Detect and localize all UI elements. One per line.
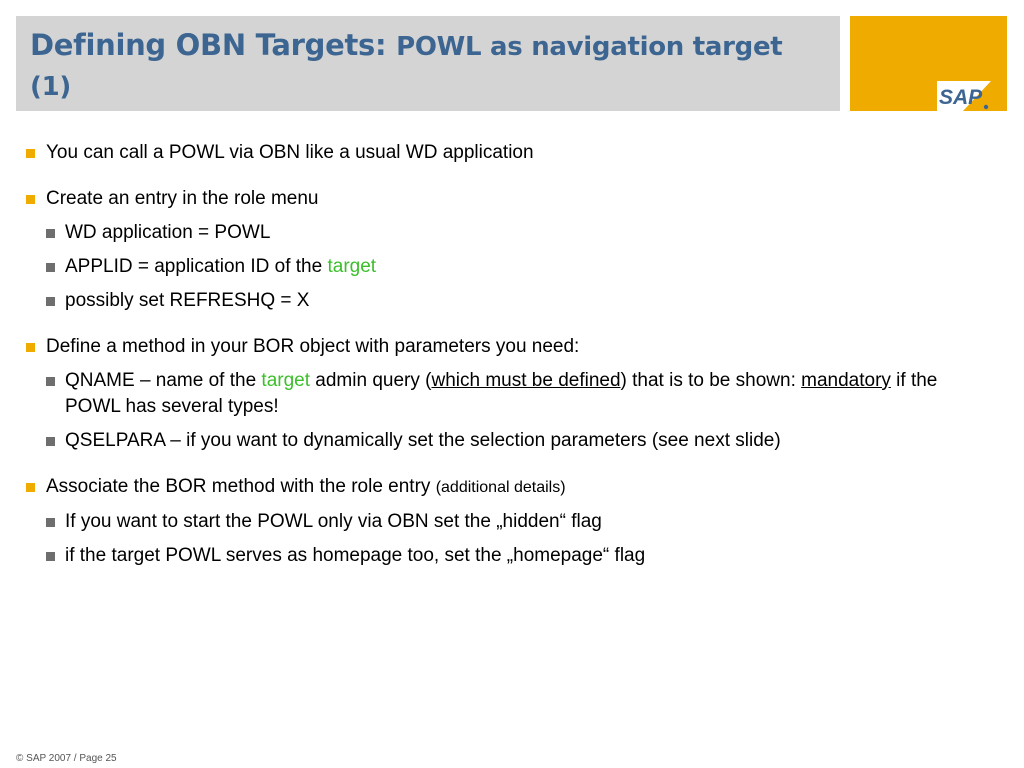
- square-bullet-icon: [46, 263, 55, 272]
- sub-bullet-item: [26, 368, 996, 420]
- sub-bullet-text: If you want to start the POWL only via OBN set the „hidden“ flag: [65, 511, 602, 532]
- sap-logo-box: [850, 16, 1007, 111]
- square-bullet-icon: [46, 518, 55, 527]
- bullet-text: Create an entry in the role menu: [46, 188, 319, 209]
- bullet-item: [26, 334, 996, 454]
- square-bullet-icon: [46, 437, 55, 446]
- sub-bullet-text: QSELPARA – if you want to dynamically set the selection parameters (see next slide): [65, 430, 781, 451]
- square-bullet-icon: [26, 343, 35, 352]
- sap-logo: [937, 81, 991, 111]
- sub-bullet-text: if the POWL has several types!: [65, 370, 938, 417]
- sub-bullet-list: [46, 509, 996, 569]
- sub-bullet-item: [26, 288, 996, 314]
- sub-bullet-text: WD application = POWL: [65, 222, 271, 243]
- square-bullet-icon: [26, 195, 35, 204]
- square-bullet-icon: [46, 377, 55, 386]
- bullet-text: [46, 474, 996, 501]
- slide-title: [30, 26, 828, 106]
- bullet-text-main: Associate the BOR method with the role entry: [46, 476, 436, 497]
- highlight-target: target: [327, 256, 377, 277]
- sub-bullet-text: ) that is to be shown:: [620, 370, 802, 391]
- bullet-item: [26, 186, 996, 314]
- bullet-item: [26, 474, 996, 569]
- square-bullet-icon: [46, 229, 55, 238]
- title-subtitle: POWL as navigation target (1): [30, 32, 783, 102]
- sub-bullet-list: [46, 220, 996, 314]
- square-bullet-icon: [46, 552, 55, 561]
- slide-content: [26, 140, 996, 589]
- sub-bullet-item: [26, 220, 996, 246]
- sap-logo-text: SAP: [939, 86, 983, 109]
- sub-bullet-item: [26, 509, 996, 535]
- underlined-text: which must be defined: [431, 370, 621, 391]
- bullet-text: You can call a POWL via OBN like a usual WD application: [46, 142, 534, 163]
- sub-bullet-list: [46, 368, 996, 454]
- sub-bullet-item: [26, 254, 996, 280]
- square-bullet-icon: [26, 483, 35, 492]
- title-bar: [16, 16, 840, 111]
- sub-bullet-text: admin query (: [310, 370, 432, 391]
- bullet-item: [26, 140, 996, 166]
- sub-bullet-item: [26, 428, 996, 454]
- sub-bullet-text: APPLID = application ID of the: [65, 256, 328, 277]
- sub-bullet-text: QNAME – name of the: [65, 370, 262, 391]
- footer-copyright: © SAP 2007 / Page 25: [16, 753, 117, 764]
- sub-bullet-item: [26, 543, 996, 569]
- sub-bullet-text: if the target POWL serves as homepage too, set the „homepage“ flag: [65, 545, 646, 566]
- square-bullet-icon: [26, 149, 35, 158]
- square-bullet-icon: [46, 297, 55, 306]
- bullet-note: (additional details): [435, 479, 566, 496]
- bullet-text: Define a method in your BOR object with parameters you need:: [46, 336, 580, 357]
- underlined-text: mandatory: [801, 370, 891, 391]
- sub-bullet-text: possibly set REFRESHQ = X: [65, 290, 310, 311]
- title-main: Defining OBN Targets:: [30, 28, 397, 62]
- highlight-target: target: [261, 370, 311, 391]
